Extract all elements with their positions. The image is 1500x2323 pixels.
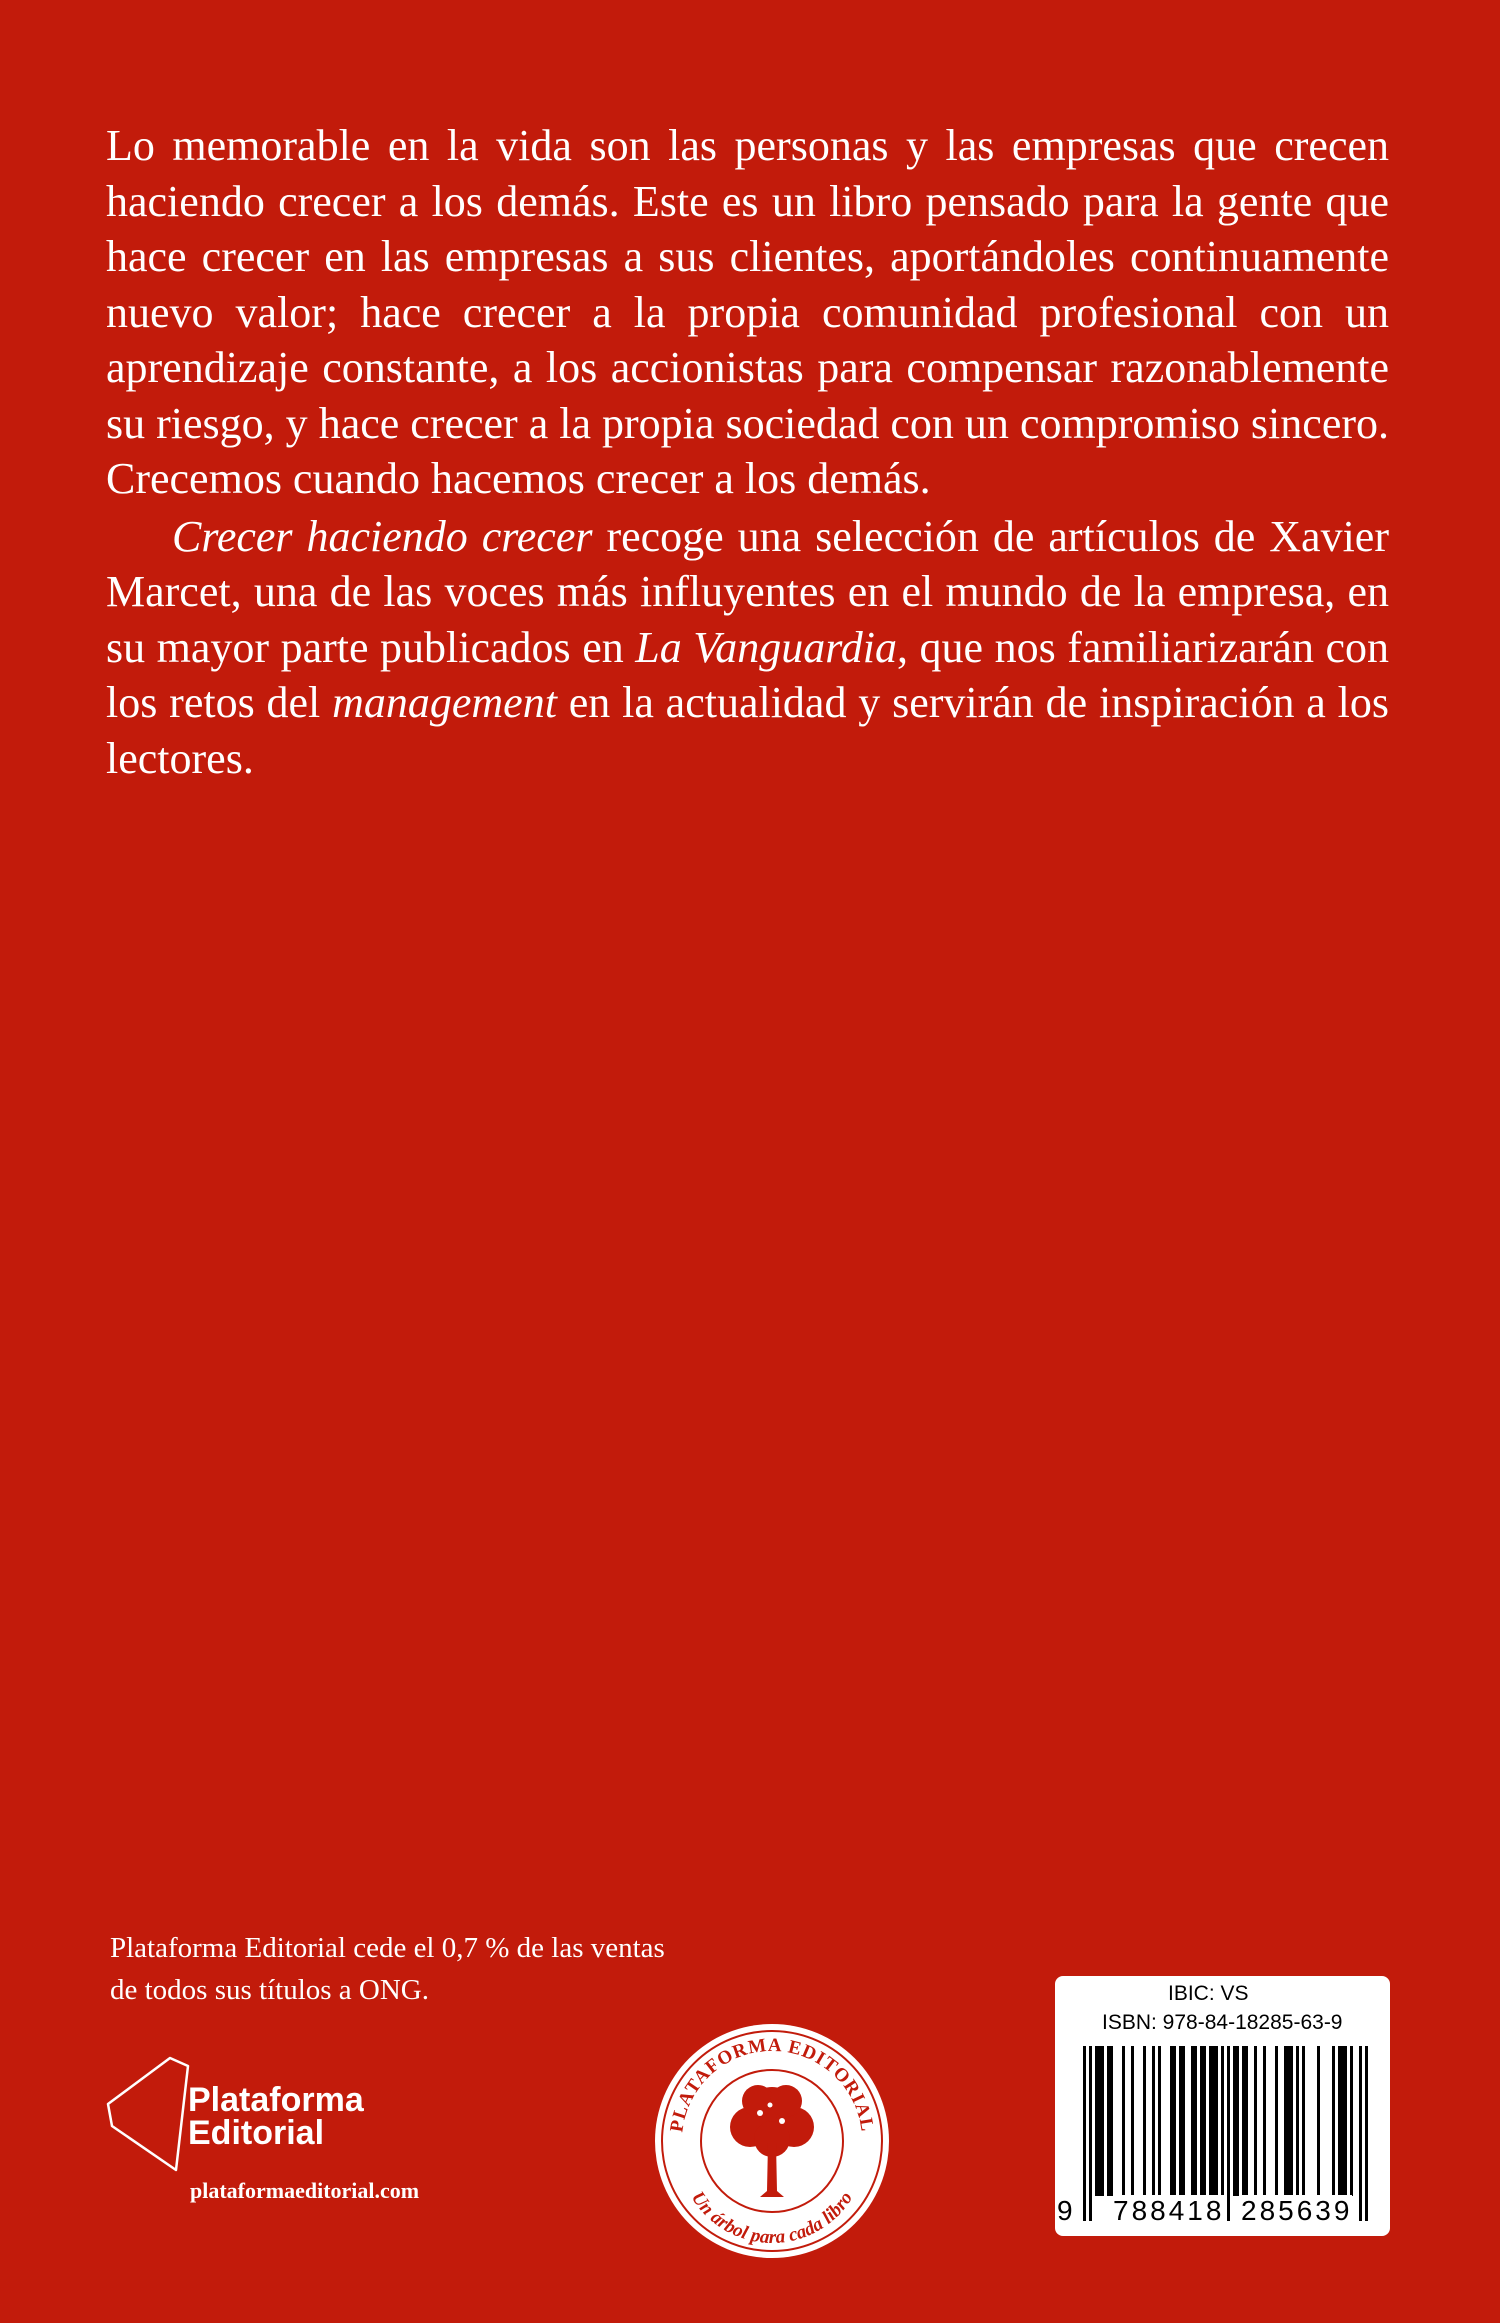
barcode-digits-left: 788418: [1113, 2195, 1225, 2226]
blurb-paragraph-2: [106, 509, 1389, 787]
barcode-bar: [1095, 2046, 1098, 2196]
barcode-bar: [1296, 2046, 1299, 2196]
barcode-bar: [1203, 2046, 1206, 2196]
barcode-bar: [1089, 2046, 1092, 2221]
barcode-bar: [1338, 2046, 1341, 2196]
isbn-barcode-label: [1055, 1976, 1390, 2236]
barcode-bar: [1332, 2046, 1335, 2196]
tree-seal-icon: [652, 2021, 892, 2261]
barcode-bar: [1341, 2046, 1344, 2196]
barcode-bar: [1110, 2046, 1113, 2196]
publisher-logo-name-line-1: Plataforma: [188, 2081, 364, 2119]
tree-seal: [652, 2021, 892, 2261]
blurb-text-a: recoge una selección de artículos de Xavier Marcet, una de las voces más influyentes en el mundo de la empresa, en su mayor parte publicados en: [106, 511, 1389, 672]
barcode-bar: [1350, 2046, 1353, 2196]
barcode-bar: [1179, 2046, 1182, 2196]
isbn-number: ISBN: 978-84-18285-63-9: [1102, 2011, 1343, 2034]
barcode-bar: [1215, 2046, 1218, 2196]
publisher-logo-name: [188, 2081, 364, 2152]
barcode-bar: [1182, 2046, 1185, 2196]
barcode-bar: [1098, 2046, 1101, 2196]
barcode-bar: [1173, 2046, 1176, 2196]
barcode-bar: [1083, 2046, 1086, 2221]
barcode-bar: [1191, 2046, 1194, 2196]
barcode-bar: [1263, 2046, 1266, 2196]
barcode-digit-first: 9: [1057, 2195, 1076, 2226]
management-term: management: [332, 678, 557, 727]
seal-bottom-text: Un árbol para cada libro: [686, 2187, 858, 2249]
barcode-bar: [1317, 2046, 1320, 2196]
barcode-bar: [1284, 2046, 1287, 2196]
barcode-bar: [1242, 2046, 1245, 2196]
donation-line-2: de todos sus títulos a ONG.: [110, 1974, 429, 2006]
ibic-code: IBIC: VS: [1168, 1982, 1249, 2005]
barcode-bar: [1200, 2046, 1203, 2196]
barcode-bar: [1170, 2046, 1173, 2196]
barcode-bar: [1344, 2046, 1347, 2196]
barcode-bar: [1245, 2046, 1248, 2196]
barcode-bar: [1365, 2046, 1368, 2221]
barcode-bar: [1236, 2046, 1239, 2196]
barcode-bar: [1194, 2046, 1197, 2196]
barcode-bar: [1254, 2046, 1257, 2196]
book-title: Crecer haciendo crecer: [172, 511, 593, 561]
barcode-bar: [1359, 2046, 1362, 2221]
donation-note: [110, 1927, 665, 2011]
barcode-bar: [1290, 2046, 1293, 2196]
barcode-bar: [1233, 2046, 1236, 2196]
barcode-bar: [1287, 2046, 1290, 2196]
barcode-bar: [1122, 2046, 1125, 2196]
blurb-text-b: , que nos familiarizarán con los retos del: [106, 622, 1389, 727]
newspaper-name: La Vanguardia: [635, 622, 897, 672]
barcode-bar: [1131, 2046, 1134, 2196]
publisher-logo-name-line-2: Editorial: [188, 2114, 325, 2152]
barcode-bar: [1101, 2046, 1104, 2196]
seal-top-text: PLATAFORMA EDITORIAL: [666, 2034, 878, 2134]
barcode-bar: [1212, 2046, 1215, 2196]
barcode-bar: [1107, 2046, 1110, 2196]
back-cover-blurb: [106, 118, 1389, 786]
blurb-paragraph-1: Lo memorable en la vida son las personas y las empresas que crecen haciendo crecer a los demás. Este es un libro pensado para la gente que hace crecer en las empresas a sus clientes, aportándoles continuamente nuevo valor; hace crecer a la propia comunidad profesional con un aprendizaje constante, a los accionistas para compensar razonablemente su riesgo, y hace crecer a la propia sociedad con un compromiso sincero. Crecemos cuando hacemos crecer a los demás.: [106, 121, 1389, 503]
barcode-digits-right: 285639: [1241, 2195, 1353, 2226]
barcode-bar: [1209, 2046, 1212, 2196]
donation-line-1: Plataforma Editorial cede el 0,7 % de las ventas: [110, 1932, 665, 1964]
publisher-logo: [104, 2050, 484, 2203]
blurb-text-c: en la actualidad y servirán de inspiración a los lectores.: [106, 678, 1389, 783]
barcode-bar: [1275, 2046, 1278, 2196]
barcode-bar: [1152, 2046, 1155, 2196]
barcode-bar: [1143, 2046, 1146, 2196]
barcode-bar: [1227, 2046, 1230, 2221]
publisher-website: plataformaeditorial.com: [190, 2178, 420, 2203]
barcode-bar: [1158, 2046, 1161, 2196]
barcode-bar: [1302, 2046, 1305, 2196]
